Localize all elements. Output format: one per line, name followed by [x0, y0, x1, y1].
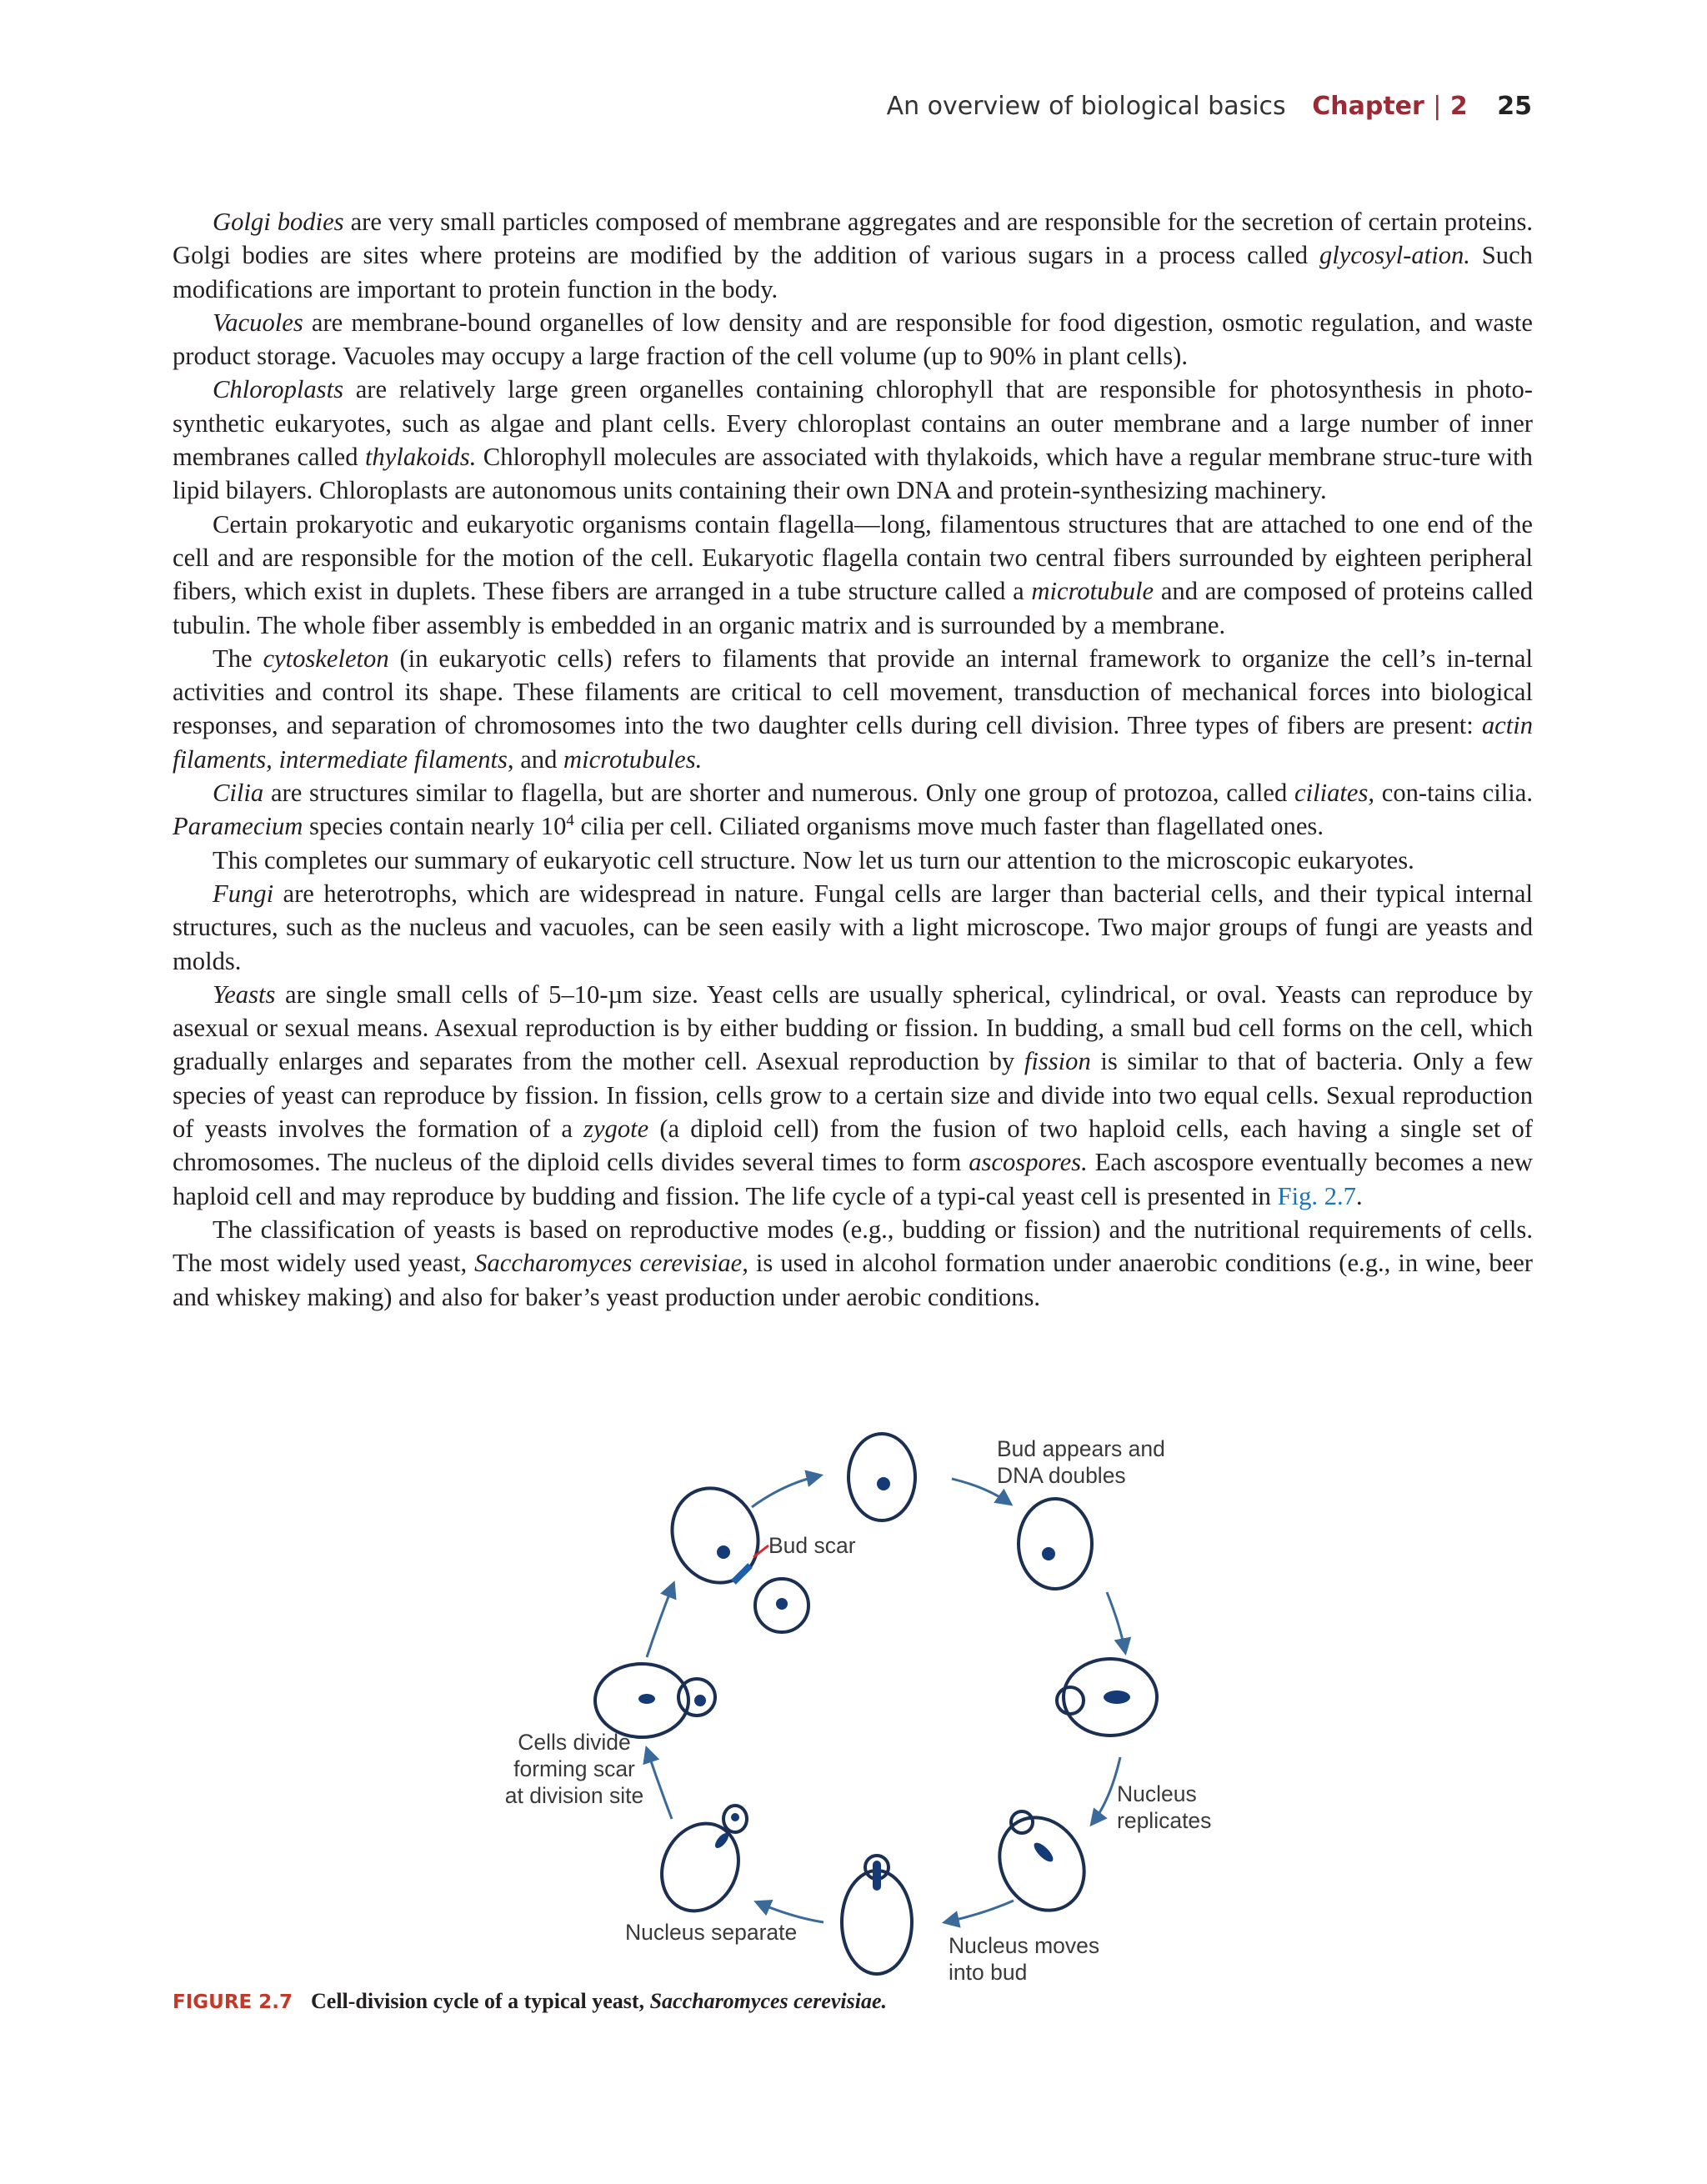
- arrow-3: [1107, 1592, 1125, 1652]
- nucleus-mother: [717, 1545, 730, 1559]
- nucleus-left-bud: [694, 1695, 706, 1706]
- arrow-4: [1092, 1757, 1120, 1824]
- nucleus-right: [1104, 1691, 1130, 1704]
- caption-text: Cell-division cycle of a typical yeast,: [311, 1989, 650, 2013]
- paragraph-yeasts: Yeasts are single small cells of 5–10-µm size. Yeast cells are usually spherical, cylindrical, or oval. Yeasts can reproduce by asexual or sexual means. Asexual reproduction is by either budding or fission. In budding, a small bud cell forms on the cell, which gradually enlarges and separates from the mother cell. Asexual reproduction by fission is similar to that of bacteria. Only a few species of yeast can reproduce by fission. In fission, cells grow to a certain size and divide into two equal cells. Sexual reproduction of yeasts involves the formation of a zygote (a diploid cell) from the fusion of two haploid cells, each having a single set of chromosomes. The nucleus of the diploid cells divides several times to form ascospores. Each ascospore eventually becomes a new haploid cell and may reproduce by budding and fission. The life cycle of a typi-cal yeast cell is presented in Fig. 2.7.: [173, 979, 1534, 1210]
- paragraph-cilia: Cilia are structures similar to flagella, but are shorter and numerous. Only one group of protozoa, called ciliates, con-tains cilia. Paramecium species contain nearly $10^4$ cilia per cell. Ciliated organisms move much faster than flagellated ones.: [173, 779, 1533, 841]
- caption-species: Saccharomyces cerevisiae.: [649, 1989, 888, 2013]
- label-bud-appears: Bud appears and DNA doubles: [997, 1436, 1165, 1488]
- paragraph-cytoskeleton: The cytoskeleton (in eukaryotic cells) refers to filaments that provide an internal framework to organize the cell’s in-ternal activities and control its shape. These filaments are critical to cell movement, transduction of mechanical forces into biological responses, and separation of chromosomes into the two daughter cells during cell division. Three types of fibers are present: actin filaments, intermediate filaments, and microtubules.: [173, 644, 1533, 774]
- figure-link[interactable]: Fig. 2.7: [1277, 1181, 1356, 1210]
- arrow-5: [945, 1901, 1014, 1922]
- nucleus-left: [638, 1694, 655, 1704]
- label-cells-divide: Cells divide forming scar at division site: [504, 1730, 644, 1808]
- cell-mother: [657, 1474, 773, 1596]
- cell-top: [848, 1434, 915, 1520]
- arrow-8: [647, 1584, 673, 1657]
- nucleus-lower-left-bud: [731, 1813, 739, 1821]
- paragraph-fungi: Fungi are heterotrophs, which are widespread in nature. Fungal cells are larger than bacterial cells, and their typical internal structures, such as the nucleus and vacuoles, can be seen easily with a light microscope. Two major groups of fungi are yeasts and molds.: [173, 879, 1533, 975]
- nucleus-lower-right: [1031, 1840, 1056, 1865]
- nucleus-daughter: [776, 1598, 788, 1610]
- running-title: An overview of biological basics: [886, 92, 1286, 121]
- figure-number: FIGURE 2.7: [173, 1991, 293, 2013]
- nucleus-bottom: [873, 1861, 881, 1891]
- label-nucleus-replicates: Nucleus replicates: [1117, 1781, 1212, 1833]
- label-bud-scar: Bud scar: [768, 1533, 856, 1558]
- paragraph-golgi: Golgi bodies are very small particles composed of membrane aggregates and are responsible for the secretion of certain proteins. Golgi bodies are sites where proteins are modified by the addition of various sugars in a process called glycosyl-ation. Such modifications are important to protein function in the body.: [173, 208, 1533, 303]
- cell-budding: [1019, 1499, 1092, 1589]
- paragraph-summary: This completes our summary of eukaryotic cell structure. Now let us turn our attention to the microscopic eukaryotes.: [213, 845, 1414, 874]
- chapter-label: Chapter | 2: [1312, 92, 1468, 121]
- label-nucleus-moves: Nucleus moves into bud: [949, 1933, 1100, 1985]
- page-number: 25: [1497, 92, 1532, 121]
- label-nucleus-separate: Nucleus separate: [625, 1920, 798, 1945]
- nucleus-top: [877, 1477, 890, 1490]
- arrow-1: [752, 1475, 820, 1507]
- nucleus-budding: [1042, 1547, 1055, 1560]
- bud-scar-mark: [733, 1565, 750, 1582]
- paragraph-flagella: Certain prokaryotic and eukaryotic organisms contain flagella—long, filamentous structures that are attached to one end of the cell and are responsible for the motion of the cell. Eukaryotic flagella contain two central fibers surrounded by eighteen peripheral fibers, which exist in duplets. These fibers are arranged in a tube structure called a microtubule and are composed of proteins called tubulin. The whole fiber assembly is embedded in an organic matrix and is surrounded by a membrane.: [173, 509, 1533, 639]
- paragraph-vacuoles: Vacuoles are membrane-bound organelles of low density and are responsible for food digestion, osmotic regulation, and waste product storage. Vacuoles may occupy a large fraction of the cell volume (up to 90% in plant cells).: [173, 308, 1533, 371]
- bud-right: [1057, 1687, 1084, 1714]
- paragraph-chloroplasts: Chloroplasts are relatively large green organelles containing chlorophyll that are responsible for photosynthesis in photo-synthetic eukaryotes, such as algae and plant cells. Every chloroplast contains an outer membrane and a large number of inner membranes called thylakoids. Chlorophyll molecules are associated with thylakoids, which have a regular membrane struc-ture with lipid bilayers. Chloroplasts are autonomous units containing their own DNA and protein-synthesizing machinery.: [173, 375, 1533, 505]
- arrow-7: [647, 1749, 672, 1819]
- figure-caption: [173, 1989, 887, 2014]
- paragraph-classification: The classification of yeasts is based on reproductive modes (e.g., budding or fission) and the nutritional requirements of cells. The most widely used yeast, Saccharomyces cerevisiae, is used in alcohol formation under anaerobic conditions (e.g., in wine, beer and whiskey making) and also for baker’s yeast production under aerobic conditions.: [173, 1215, 1533, 1311]
- cell-lower-left: [648, 1811, 752, 1923]
